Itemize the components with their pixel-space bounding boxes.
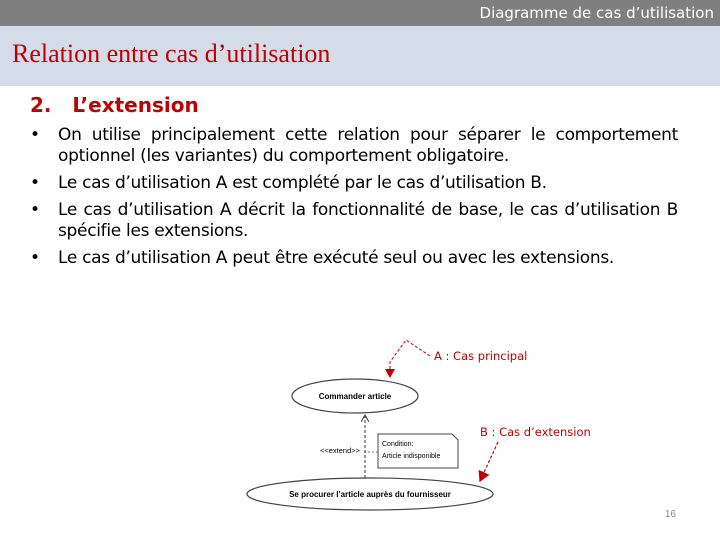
bullet-text: Le cas d’utilisation A décrit la fonctionnalité de base, le cas d’utilisation B spécifie les extensions. [58, 200, 678, 241]
bullet-icon: • [30, 200, 40, 220]
condition-note [378, 434, 458, 468]
top-bar [0, 0, 720, 26]
use-case-a-label: Commander article [318, 392, 392, 401]
bullet-text: Le cas d’utilisation A est complété par le cas d’utilisation B. [58, 173, 547, 193]
section-heading: 2. L’extension [30, 93, 199, 117]
use-case-b-label: Se procurer l’article auprès du fournisseur [289, 490, 451, 499]
slide-title: Relation entre cas d’utilisation [12, 39, 331, 68]
use-case-diagram [240, 340, 680, 520]
label-a-arrow [390, 340, 430, 377]
label-b: B : Cas d’extension [480, 425, 591, 439]
bullet-item [30, 200, 678, 242]
bullet-text: On utilise principalement cette relation pour séparer le comportement optionnel (les variantes) du comportement obligatoire. [58, 125, 678, 166]
bullet-icon: • [30, 125, 40, 145]
extend-stereotype: <<extend>> [320, 446, 361, 455]
bullet-item [30, 248, 678, 269]
bullet-icon: • [30, 173, 40, 193]
label-a: A : Cas principal [434, 349, 528, 363]
bullet-list [30, 125, 678, 275]
label-b-arrow [480, 442, 498, 481]
page-number: 16 [664, 509, 676, 520]
bullet-text: Le cas d’utilisation A peut être exécuté seul ou avec les extensions. [58, 248, 615, 268]
header-title: Diagramme de cas d’utilisation [479, 4, 714, 22]
bullet-item [30, 173, 678, 194]
condition-line2: Article indisponible [382, 453, 441, 460]
bullet-icon: • [30, 248, 40, 268]
condition-line1: Condition: [382, 441, 414, 448]
bullet-item [30, 125, 678, 167]
